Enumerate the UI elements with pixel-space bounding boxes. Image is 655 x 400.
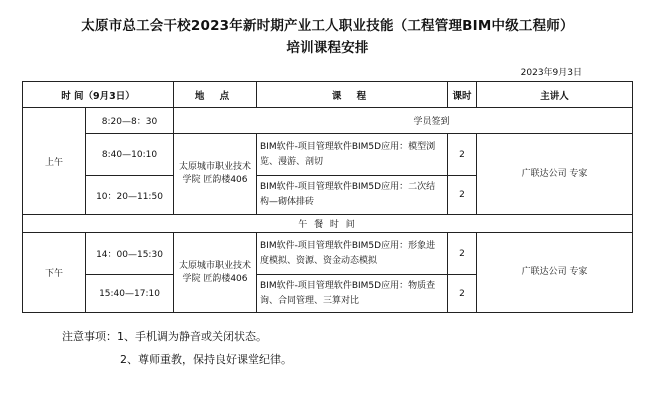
notes-section: [62, 325, 292, 371]
course-cell: BIM软件-项目管理软件BIM5D应用：形象进度模拟、资源、资金动态模拟: [257, 233, 448, 275]
venue-cell: 太原城市职业技术学院 匠韵楼406: [174, 134, 257, 215]
venue-cell: 太原城市职业技术学院 匠韵楼406: [174, 233, 257, 313]
time-cell: 14：00—15:30: [86, 233, 174, 275]
note-line: 2、尊师重教，保持良好课堂纪律。: [120, 353, 292, 366]
period-afternoon: 下午: [23, 233, 86, 313]
time-cell: 15:40—17:10: [86, 275, 174, 313]
document-subtitle: 培训课程安排: [286, 40, 369, 56]
signin-cell: 学员签到: [174, 108, 633, 134]
lunch-row: [23, 215, 633, 233]
header-course: 课 程: [257, 82, 448, 108]
table-row: [23, 233, 633, 275]
time-cell: 10：20—11:50: [86, 176, 174, 215]
header-venue: 地 点: [174, 82, 257, 108]
document-title: 太原市总工会干校2023年新时期产业工人职业技能（工程管理BIM中级工程师）: [81, 18, 574, 34]
course-cell: BIM软件-项目管理软件BIM5D应用：二次结构—砌体排砖: [257, 176, 448, 215]
document-date: 2023年9月3日: [520, 68, 582, 78]
lecturer-cell: 广联达公司 专家: [477, 233, 633, 313]
time-cell: 8:20—8：30: [86, 108, 174, 134]
time-cell: 8:40—10:10: [86, 134, 174, 176]
lunch-cell: 午 餐 时 间: [23, 215, 633, 233]
header-row: [23, 82, 633, 108]
course-cell: BIM软件-项目管理软件BIM5D应用：物质查询、合同管理、三算对比: [257, 275, 448, 313]
schedule-table: [22, 81, 633, 313]
hours-cell: 2: [448, 233, 477, 275]
hours-cell: 2: [448, 134, 477, 176]
course-cell: BIM软件-项目管理软件BIM5D应用：模型浏览、漫游、剖切: [257, 134, 448, 176]
lecturer-cell: 广联达公司 专家: [477, 134, 633, 215]
hours-cell: 2: [448, 275, 477, 313]
table-row: [23, 134, 633, 176]
table-row: [23, 108, 633, 134]
header-time: 时 间（9月3日）: [23, 82, 174, 108]
note-line: 注意事项：1、手机调为静音或关闭状态。: [62, 330, 267, 343]
hours-cell: 2: [448, 176, 477, 215]
header-lecturer: 主讲人: [477, 82, 633, 108]
period-morning: 上午: [23, 108, 86, 215]
header-hours: 课时: [448, 82, 477, 108]
